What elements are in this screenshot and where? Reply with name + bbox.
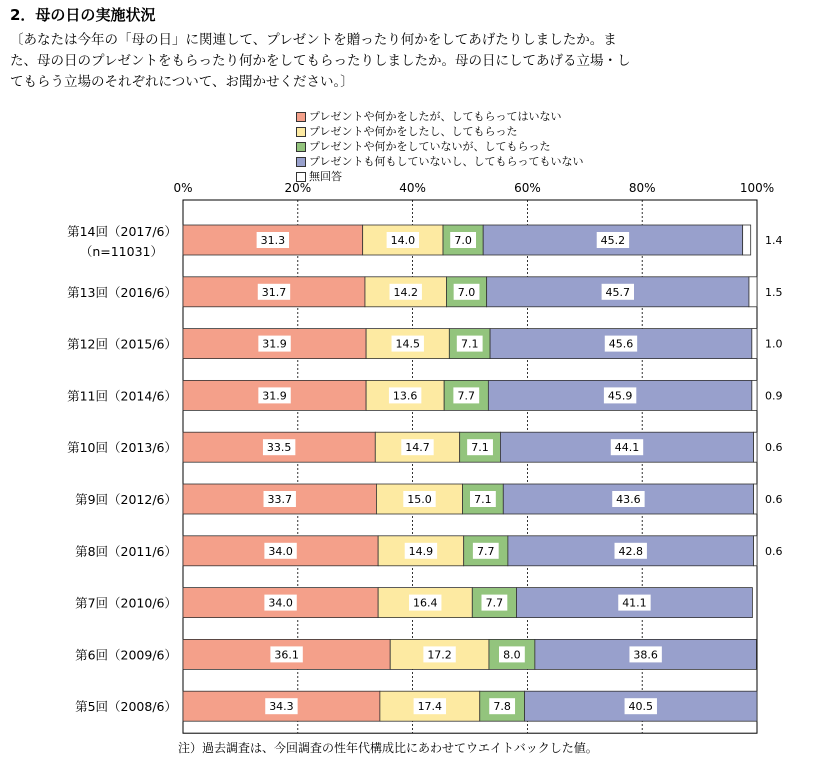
question-line: た、母の日のプレゼントをもらったり何かをしてもらったりしましたか。母の日にしてあげる立場・し [10,53,631,69]
question-line: てもらう立場のそれぞれについて、お聞かせください。〕 [10,74,354,90]
data-label: 41.1 [622,596,647,610]
data-label: 34.3 [269,700,294,714]
category-label: 第11回（2014/6） [67,388,177,404]
category-label: 第14回（2017/6） [67,224,177,239]
x-tick-label: 20% [284,181,312,195]
data-label: 45.9 [607,389,633,403]
data-label: 40.5 [628,700,654,714]
data-label: 31.9 [262,389,287,403]
data-label: 42.8 [618,544,643,558]
data-label: 33.7 [267,493,292,506]
bar-segment [752,380,757,410]
data-label: 15.0 [407,493,432,506]
category-sublabel: （n=11031） [79,244,163,259]
data-label: 43.6 [616,493,641,506]
data-label: 16.4 [412,596,438,610]
x-tick-label: 100% [739,181,775,195]
data-label: 14.9 [408,544,434,558]
data-label: 17.2 [427,648,452,662]
data-label: 7.1 [460,337,479,351]
footnote: 注）過去調査は、今回調査の性年代構成比にあわせてウエイトバックした値。 [178,741,598,755]
data-label: 31.9 [262,337,287,351]
bar-segment [754,484,757,514]
category-label: 第10回（2013/6） [67,440,177,456]
data-label: 36.1 [274,648,299,662]
category-label: 第6回（2009/6） [75,647,177,663]
data-label: 7.7 [485,596,504,610]
data-label: 17.4 [417,700,443,714]
outside-data-label: 1.4 [765,234,783,247]
outside-data-label: 0.6 [765,441,783,455]
bar-segment [743,225,751,255]
data-label: 31.3 [260,234,286,247]
legend-label: プレゼントや何かをしたが、してもらってはいない [309,110,562,123]
data-label: 45.7 [605,285,631,299]
data-label: 14.7 [405,441,430,455]
data-label: 38.6 [633,648,658,662]
data-label: 33.5 [266,441,292,455]
legend-label: プレゼントも何もしていないし、してもらってもいない [309,155,584,168]
question-line: 〔あなたは今年の「母の日」に関連して、プレゼントを贈ったり何かをしてあげたりしましたか。ま [10,32,617,48]
legend-label: プレゼントや何かをしていないが、してもらった [309,140,551,153]
x-tick-label: 80% [628,181,656,195]
category-label: 第12回（2015/6） [67,336,177,352]
category-label: 第9回（2012/6） [75,492,177,507]
data-label: 14.2 [393,285,418,299]
outside-data-label: 0.6 [765,544,783,558]
outside-data-label: 1.5 [765,285,783,299]
data-label: 31.7 [261,285,287,299]
category-label: 第5回（2008/6） [75,699,177,715]
data-label: 7.0 [454,234,472,247]
legend-label: 無回答 [309,170,342,183]
data-label: 7.7 [477,544,495,558]
data-label: 45.2 [600,234,626,247]
data-label: 7.1 [474,493,492,506]
outside-data-label: 1.0 [765,337,783,351]
data-label: 7.8 [493,700,511,714]
data-label: 7.7 [457,389,476,403]
category-label: 第8回（2011/6） [75,543,177,559]
data-label: 7.1 [471,441,489,455]
data-label: 8.0 [503,648,521,662]
bar-segment [754,432,757,462]
data-label: 14.0 [390,234,416,247]
data-label: 7.0 [457,285,476,299]
data-label: 13.6 [392,389,418,403]
data-label: 45.6 [608,337,634,351]
bar-segment [752,329,757,359]
data-label: 14.5 [395,337,420,351]
x-tick-label: 0% [173,181,193,195]
section-heading: 2．母の日の実施状況 [10,6,156,24]
outside-data-label: 0.9 [765,389,783,403]
data-label: 44.1 [614,441,640,455]
category-label: 第13回（2016/6） [67,284,177,300]
x-tick-label: 60% [514,181,541,195]
category-label: 第7回（2010/6） [75,595,177,611]
data-label: 34.0 [268,596,293,610]
bar-segment [754,536,757,566]
x-tick-label: 40% [399,181,426,195]
outside-data-label: 0.6 [765,493,783,506]
data-label: 34.0 [268,544,293,558]
legend-label: プレゼントや何かをしたし、してもらった [309,125,518,138]
bar-segment [749,277,757,307]
